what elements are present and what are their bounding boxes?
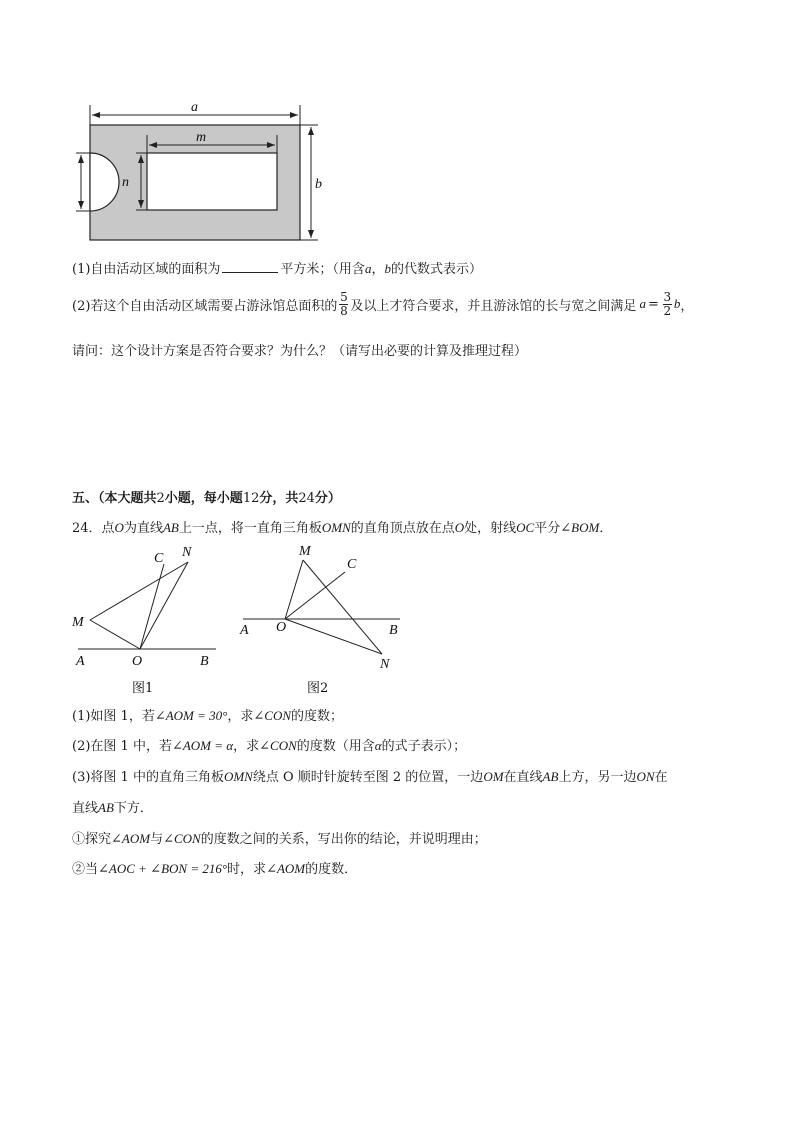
q24-intro: 24．点O为直线AB上一点，将一直角三角板OMN的直角顶点放在点O处，射线OC平分∠BOM． xyxy=(72,520,613,536)
fig2-ray-OC xyxy=(285,572,345,619)
q24-subpart2: ②当∠AOC + ∠BON = 216°时，求∠AOM的度数． xyxy=(72,861,358,877)
fig1-label-B: B xyxy=(200,654,209,669)
fig1-label-N: N xyxy=(182,545,192,560)
fig1-segment-ON xyxy=(140,562,188,649)
q24-part2: (2)在图 1 中，若∠AOM = α，求∠CON的度数（用含α的式子表示）； xyxy=(72,738,467,754)
fig1-label-C: C xyxy=(154,551,164,566)
fig2-label-A: A xyxy=(240,623,249,638)
q23-question: 请问：这个设计方案是否符合要求？为什么？（请写出必要的计算及推理过程） xyxy=(72,344,528,359)
section-five-heading: 五、（本大题共2小题，每小题12分，共24分） xyxy=(72,491,341,506)
fig1-ray-OC xyxy=(140,564,164,649)
pool-label-n: n xyxy=(122,175,129,190)
fraction-three-halves: $\frac{3}{2}$ xyxy=(663,289,672,318)
figure-1 xyxy=(70,540,230,700)
q24-subpart1: ①探究∠AOM与∠CON的度数之间的关系，写出你的结论，并说明理由； xyxy=(72,831,487,847)
fig2-label-C: C xyxy=(347,557,357,572)
figure-2 xyxy=(235,540,420,700)
answer-blank[interactable] xyxy=(222,260,278,273)
fig1-label-A: A xyxy=(76,654,85,669)
pool-label-m: m xyxy=(196,130,207,145)
pool-inner-rect xyxy=(147,153,277,210)
fig2-label-B: B xyxy=(389,623,398,638)
fig2-label-M: M xyxy=(299,544,311,559)
q24-part1: (1)如图 1，若∠AOM = 30°，求∠CON的度数； xyxy=(72,708,344,724)
q23-part2: (2)若这个自由活动区域需要占游泳馆总面积的 $\frac{5}{8}$ 及以上才符合要求，并且游泳馆的长与宽之间满足 a = $\frac{3}{2}$ b ， xyxy=(72,289,694,318)
fig1-label-O: O xyxy=(132,654,143,669)
pool-label-b: b xyxy=(315,177,322,192)
fig2-caption: 图2 xyxy=(307,681,329,696)
fig2-label-N: N xyxy=(380,657,390,672)
fig1-segment-OM xyxy=(90,620,140,649)
fraction-five-eighths: $\frac{5}{8}$ xyxy=(340,289,348,318)
q23-part1: (1)自由活动区域的面积为 平方米；（用含a，b的代数式表示） xyxy=(72,261,482,277)
fig1-label-M: M xyxy=(72,615,84,630)
pool-figure xyxy=(70,95,330,250)
fig2-label-O: O xyxy=(276,620,287,635)
q24-part3-line2: 直线AB下方． xyxy=(72,800,153,816)
fig1-caption: 图1 xyxy=(132,681,154,696)
q24-part3-line1: (3)将图 1 中的直角三角板OMN绕点 O 顺时针旋转至图 2 的位置，一边OM在直线AB上方，另一边ON在 xyxy=(72,769,668,785)
fig1-segment-MN xyxy=(90,562,188,620)
fig2-segment-OM xyxy=(285,560,303,619)
pool-label-a: a xyxy=(191,100,198,115)
